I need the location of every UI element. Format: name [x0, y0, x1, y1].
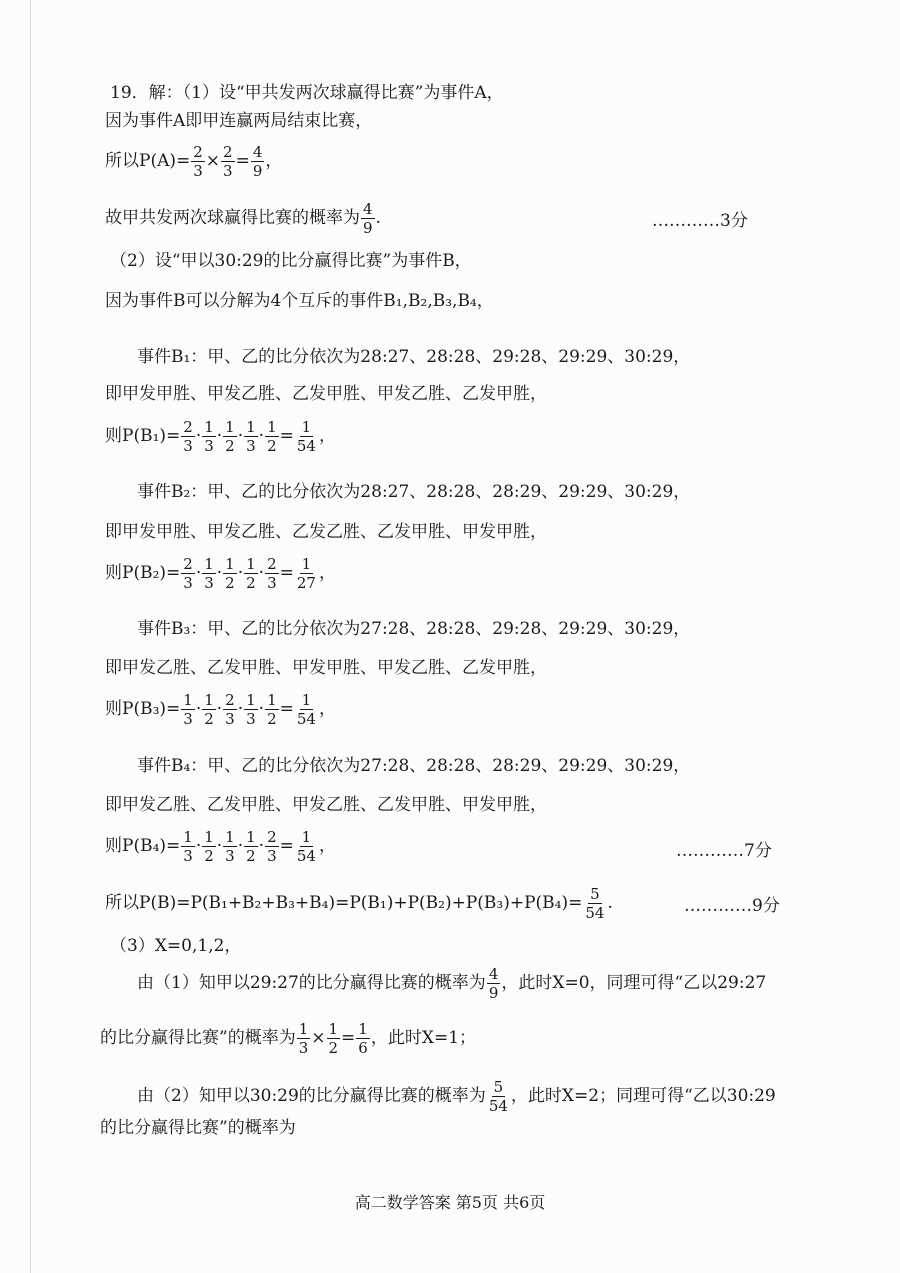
fraction: $\frac{4}{9}$	[252, 143, 263, 180]
fraction: $\frac{2}{3}$	[183, 555, 193, 592]
fraction: $\frac{1}{3}$	[225, 828, 235, 865]
fraction: $\frac{1}{3}$	[183, 828, 193, 865]
fraction: $\frac{5}{54}$	[585, 885, 605, 922]
equation-pb4: 则P(B₄)= $\frac{1}{3}$ · $\frac{1}{2}$ · $\frac{1}{3}$ · $\frac{1}{2}$ · $\frac{2}{3}$ = $\frac{1}{54}$ ，	[105, 828, 336, 865]
equation-pb1: 则P(B₁)= $\frac{2}{3}$ · $\frac{1}{3}$ · $\frac{1}{2}$ · $\frac{1}{3}$ · $\frac{1}{2}$ = $\frac{1}{54}$ ，	[105, 418, 336, 455]
fraction: $\frac{1}{2}$	[267, 418, 277, 455]
fraction: $\frac{1}{3}$	[183, 691, 193, 728]
text-line: 由（2）知甲以30:29的比分赢得比赛的概率为 $\frac{5}{54}$ ，此时X=2；同理可得“乙以30:29	[137, 1078, 776, 1115]
fraction: $\frac{2}{3}$	[223, 143, 233, 180]
fraction: $\frac{2}{3}$	[267, 828, 277, 865]
fraction: $\frac{1}{2}$	[204, 691, 214, 728]
score-mark: …………7分	[676, 841, 772, 861]
fraction: $\frac{1}{27}$	[296, 555, 316, 592]
event-b4: 事件B₄：甲、乙的比分依次为27:28、28:28、28:29、29:29、30:29，	[137, 756, 691, 776]
fraction: $\frac{1}{3}$	[204, 418, 214, 455]
text-line: 即甲发甲胜、甲发乙胜、乙发甲胜、甲发乙胜、乙发甲胜，	[105, 384, 547, 404]
part3-heading: （3）X=0,1,2，	[110, 936, 242, 956]
text-line: 即甲发乙胜、乙发甲胜、甲发甲胜、甲发乙胜、乙发甲胜，	[105, 658, 547, 678]
equation-pb2: 则P(B₂)= $\frac{2}{3}$ · $\frac{1}{3}$ · $\frac{1}{2}$ · $\frac{1}{2}$ · $\frac{2}{3}$ = $\frac{1}{27}$ ，	[105, 555, 336, 592]
text-line: 即甲发乙胜、乙发甲胜、甲发乙胜、乙发甲胜、甲发甲胜，	[105, 795, 547, 815]
fraction: $\frac{1}{2}$	[225, 555, 235, 592]
fraction: $\frac{1}{2}$	[204, 828, 214, 865]
fraction: $\frac{2}{3}$	[183, 418, 193, 455]
fraction: $\frac{1}{2}$	[246, 828, 256, 865]
fraction: $\frac{2}{3}$	[267, 555, 277, 592]
conclusion-line: 故甲共发两次球赢得比赛的概率为 $\frac{4}{9}$ .	[105, 200, 381, 237]
fraction: $\frac{5}{54}$	[488, 1078, 508, 1115]
text-line: 由（1）知甲以29:27的比分赢得比赛的概率为 $\frac{4}{9}$ ，此时X=0，同理可得“乙以29:27	[137, 965, 767, 1002]
fraction: $\frac{4}{9}$	[488, 965, 499, 1002]
equation-pa: 所以P(A)= $\frac{2}{3}$ × $\frac{2}{3}$ = $\frac{4}{9}$ ，	[105, 143, 283, 180]
solution-heading: 19．解：（1）设“甲共发两次球赢得比赛”为事件A，	[110, 83, 504, 103]
score-mark: …………3分	[652, 211, 748, 231]
fraction: $\frac{1}{54}$	[296, 418, 316, 455]
equation-pb3: 则P(B₃)= $\frac{1}{3}$ · $\frac{1}{2}$ · $\frac{2}{3}$ · $\frac{1}{3}$ · $\frac{1}{2}$ = $\frac{1}{54}$ ，	[105, 691, 336, 728]
fraction: $\frac{1}{3}$	[298, 1020, 309, 1057]
text-line: 即甲发甲胜、甲发乙胜、乙发乙胜、乙发甲胜、甲发甲胜，	[105, 522, 547, 542]
text-line: 的比分赢得比赛”的概率为	[100, 1118, 296, 1138]
score-mark: …………9分	[684, 896, 780, 916]
text-line: 因为事件A即甲连赢两局结束比赛，	[105, 111, 373, 131]
fraction: $\frac{1}{2}$	[246, 555, 256, 592]
event-b1: 事件B₁：甲、乙的比分依次为28:27、28:28、29:28、29:29、30:29，	[137, 347, 691, 367]
text-line: 因为事件B可以分解为4个互斥的事件B₁,B₂,B₃,B₄，	[105, 291, 494, 311]
fraction: $\frac{1}{2}$	[267, 691, 277, 728]
part2-heading: （2）设“甲以30:29的比分赢得比赛”为事件B，	[110, 251, 472, 271]
equation-pb-sum: 所以P(B)=P(B₁+B₂+B₃+B₄)=P(B₁)+P(B₂)+P(B₃)+P(B₄)= $\frac{5}{54}$ .	[105, 885, 613, 922]
page-edge	[30, 0, 31, 1273]
event-b2: 事件B₂：甲、乙的比分依次为28:27、28:28、28:29、29:29、30:29，	[137, 482, 691, 502]
fraction: $\frac{1}{54}$	[296, 691, 316, 728]
fraction: $\frac{2}{3}$	[225, 691, 235, 728]
fraction: $\frac{1}{54}$	[296, 828, 316, 865]
fraction: $\frac{1}{2}$	[225, 418, 235, 455]
text-line: 的比分赢得比赛”的概率为 $\frac{1}{3}$ × $\frac{1}{2}$ = $\frac{1}{6}$ ，此时X=1；	[100, 1020, 477, 1057]
fraction: $\frac{1}{3}$	[204, 555, 214, 592]
event-b3: 事件B₃：甲、乙的比分依次为27:28、28:28、29:28、29:29、30:29，	[137, 619, 691, 639]
page-footer: 高二数学答案 第5页 共6页	[354, 1193, 546, 1212]
fraction: $\frac{1}{3}$	[246, 418, 256, 455]
fraction: $\frac{2}{3}$	[193, 143, 203, 180]
fraction: $\frac{4}{9}$	[363, 200, 373, 237]
fraction: $\frac{1}{3}$	[246, 691, 256, 728]
fraction: $\frac{1}{6}$	[358, 1020, 368, 1057]
fraction: $\frac{1}{2}$	[328, 1020, 339, 1057]
